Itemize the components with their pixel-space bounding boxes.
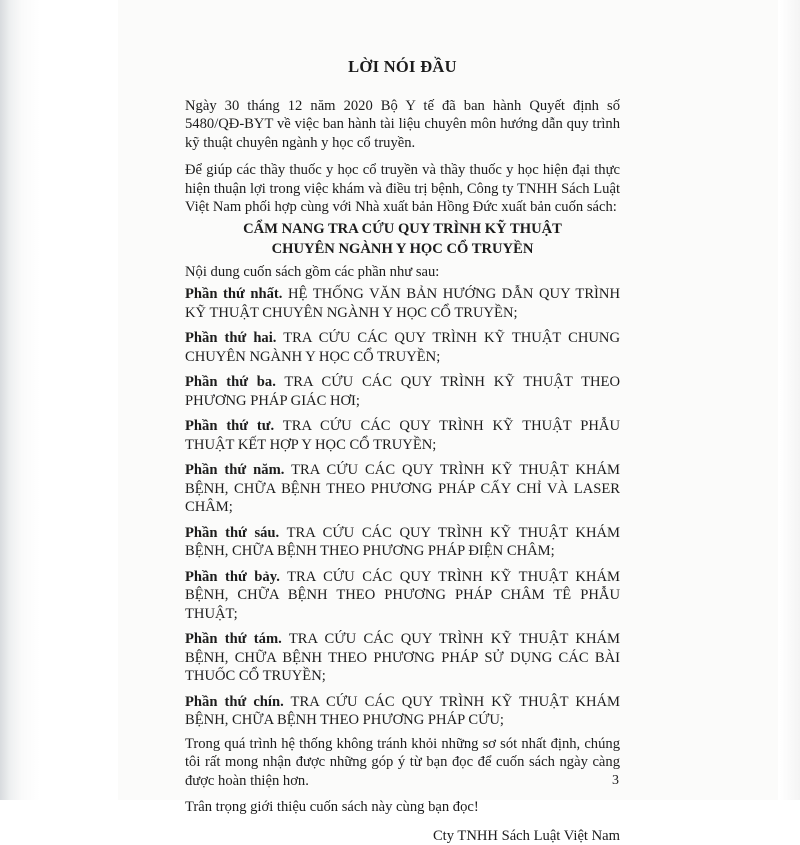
part-label: Phần thứ chín. [185, 694, 284, 710]
signature: Cty TNHH Sách Luật Việt Nam [185, 827, 620, 845]
part-label: Phần thứ sáu. [185, 525, 279, 541]
part-item [185, 373, 620, 410]
book-title-line-1: CẨM NANG TRA CỨU QUY TRÌNH KỸ THUẬT [185, 219, 620, 239]
part-text: TRA CỨU CÁC QUY TRÌNH KỸ THUẬT KHÁM BỆNH, CHỮA BỆNH THEO PHƯƠNG PHÁP ĐIỆN CHÂM; [185, 525, 620, 560]
part-text: TRA CỨU CÁC QUY TRÌNH KỸ THUẬT THEO PHƯƠNG PHÁP GIÁC HƠI; [185, 374, 620, 409]
part-label: Phần thứ ba. [185, 374, 276, 390]
preface-title: LỜI NÓI ĐẦU [185, 58, 620, 77]
part-item [185, 630, 620, 686]
part-text: TRA CỨU CÁC QUY TRÌNH KỸ THUẬT CHUNG CHUYÊN NGÀNH Y HỌC CỔ TRUYỀN; [185, 330, 620, 365]
closing-paragraph-1 [185, 735, 620, 791]
part-label: Phần thứ tám. [185, 631, 282, 647]
book-title-line-2: CHUYÊN NGÀNH Y HỌC CỔ TRUYỀN [185, 239, 620, 259]
part-text: TRA CỨU CÁC QUY TRÌNH KỸ THUẬT KHÁM BỆNH, CHỮA BỆNH THEO PHƯƠNG PHÁP SỬ DỤNG CÁC BÀI THUỐC CỔ TRUYỀN; [185, 631, 620, 684]
intro-2-text: Để giúp các thầy thuốc y học cổ truyền và thầy thuốc y học hiện đại thực hiện thuận lợi trong việc khám và điều trị bệnh, Công ty TNHH Sách Luật Việt Nam phối hợp cùng với Nhà xuất bản Hồng Đức xuất bản cuốn sách: [185, 162, 620, 215]
contents-intro: Nội dung cuốn sách gồm các phần như sau: [185, 263, 620, 282]
part-label: Phần thứ hai. [185, 330, 276, 346]
part-item [185, 693, 620, 730]
intro-paragraph-2 [185, 161, 620, 217]
part-text: HỆ THỐNG VĂN BẢN HƯỚNG DẪN QUY TRÌNH KỸ THUẬT CHUYÊN NGÀNH Y HỌC CỔ TRUYỀN; [185, 286, 620, 321]
part-item [185, 461, 620, 517]
part-text: TRA CỨU CÁC QUY TRÌNH KỸ THUẬT PHẪU THUẬT KẾT HỢP Y HỌC CỔ TRUYỀN; [185, 418, 620, 453]
part-label: Phần thứ nhất. [185, 286, 282, 302]
preface-content [185, 58, 620, 845]
closing-paragraph-2: Trân trọng giới thiệu cuốn sách này cùng bạn đọc! [185, 798, 620, 817]
page-number: 3 [612, 773, 619, 789]
parts-list [185, 285, 620, 730]
part-item [185, 417, 620, 454]
part-text: TRA CỨU CÁC QUY TRÌNH KỸ THUẬT KHÁM BỆNH, CHỮA BỆNH THEO PHƯƠNG PHÁP CỨU; [185, 694, 620, 729]
part-text: TRA CỨU CÁC QUY TRÌNH KỸ THUẬT KHÁM BỆNH, CHỮA BỆNH THEO PHƯƠNG PHÁP CHÂM TÊ PHẪU THUẬT; [185, 569, 620, 622]
part-item [185, 568, 620, 624]
part-label: Phần thứ tư. [185, 418, 274, 434]
part-item [185, 285, 620, 322]
part-label: Phần thứ năm. [185, 462, 284, 478]
intro-paragraph-1 [185, 97, 620, 153]
closing-1-text: Trong quá trình hệ thống không tránh khỏi những sơ sót nhất định, chúng tôi rất mong nhận được những góp ý từ bạn đọc để cuốn sách ngày càng được hoàn thiện hơn. [185, 736, 620, 789]
intro-1-text: Ngày 30 tháng 12 năm 2020 Bộ Y tế đã ban hành Quyết định số 5480/QĐ-BYT về việc ban hành tài liệu chuyên môn hướng dẫn quy trình kỹ thuật chuyên ngành y học cổ truyền. [185, 98, 620, 151]
part-label: Phần thứ bảy. [185, 569, 280, 585]
part-item [185, 329, 620, 366]
part-text: TRA CỨU CÁC QUY TRÌNH KỸ THUẬT KHÁM BỆNH, CHỮA BỆNH THEO PHƯƠNG PHÁP CẤY CHỈ VÀ LASER CHÂM; [185, 462, 620, 515]
part-item [185, 524, 620, 561]
